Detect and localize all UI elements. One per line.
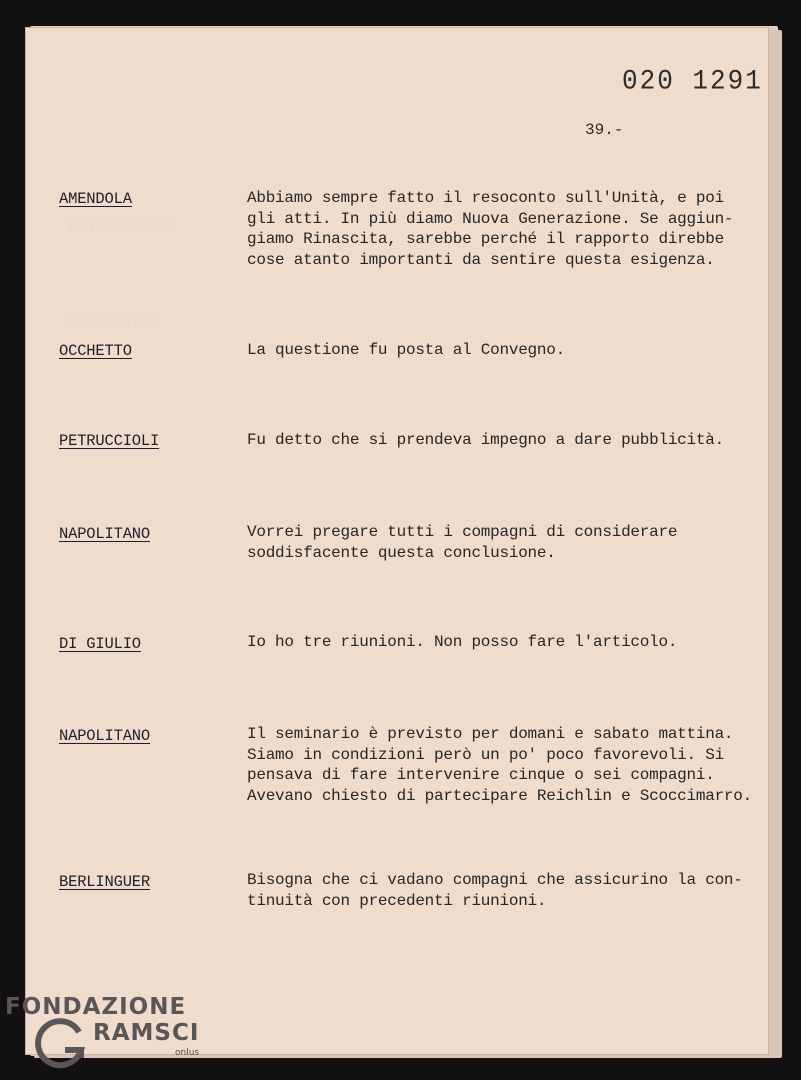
speech-text: Fu detto che si prendeva impegno a dare pubblicità. — [247, 431, 724, 449]
logo-text-line2: RAMSCI — [93, 1020, 200, 1046]
speech-text: Vorrei pregare tutti i compagni di considerare soddisfacente questa conclusione. — [247, 523, 678, 562]
speech-text: Il seminario è previsto per domani e sabato mattina. Siamo in condizioni però un po' poco favorevoli. Si pensava di fare intervenire cinque o sei compagni. Avevano chiesto di partecipare Reichlin e Scoccimarro. — [247, 725, 752, 805]
document-number: 020 1291 — [622, 65, 763, 97]
speech-text: La questione fu posta al Convegno. — [247, 341, 565, 359]
fondazione-gramsci-logo — [5, 994, 205, 1074]
speaker-name: NAPOLITANO — [59, 727, 151, 745]
speaker-name: BERLINGUER — [59, 873, 151, 891]
speaker-name: PETRUCCIOLI — [59, 432, 160, 450]
speaker-name: DI GIULIO — [59, 635, 141, 653]
speaker-name: OCCHETTO — [59, 342, 132, 360]
logo-text-line3: onlus — [175, 1048, 200, 1058]
speaker-name: NAPOLITANO — [59, 525, 151, 543]
bleed-through: NAPOLITANO — [68, 314, 162, 331]
page-number: 39.- — [585, 121, 624, 139]
speech-text: Bisogna che ci vadano compagni che assicurino la con- tinuità con precedenti riunioni. — [247, 871, 743, 910]
logo-text-line1: FONDAZIONE — [5, 994, 187, 1020]
speech-text: Io ho tre riunioni. Non posso fare l'articolo. — [247, 633, 678, 651]
logo-g-icon — [35, 1018, 87, 1070]
speech-text: Abbiamo sempre fatto il resoconto sull'Unità, e poi gli atti. In più diamo Nuova Generazione. Se aggiun- giamo Rinascita, sarebbe perché il rapporto direbbe cose atanto importanti da sentire questa esigenza. — [247, 189, 734, 269]
speaker-name: AMENDOLA — [59, 190, 132, 208]
bleed-through: PETRUCCIOLI — [68, 220, 171, 237]
